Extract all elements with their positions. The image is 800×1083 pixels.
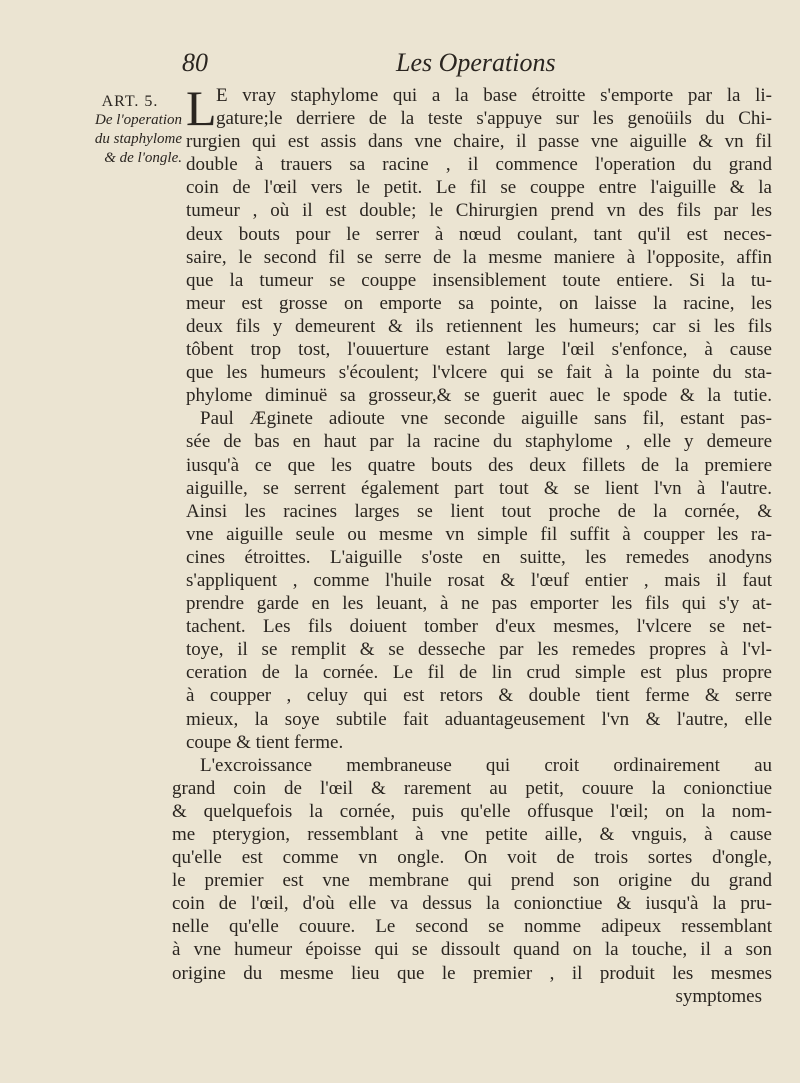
text-line: Ainsi les racines larges se lient tout proche de la cornée, &: [186, 500, 772, 522]
text-line: phylome diminuë sa grosseur,& se guerit auec le spode & la tutie.: [186, 385, 772, 407]
text-line: deux fils y demeurent & ils retiennent les humeurs; car si les fils: [186, 315, 772, 337]
text-line: meur est grosse on emporte sa pointe, on laisse la racine, les: [186, 292, 772, 314]
text-line: origine du mesme lieu que le premier , il produit les mesmes: [172, 962, 772, 984]
text-line: mieux, la soye subtile fait aduantageusement l'vn & l'autre, elle: [186, 708, 772, 730]
text-line: vne aiguille seule ou mesme vn simple fil suffit à coupper les ra-: [186, 523, 772, 545]
text-line: que la tumeur se couppe insensiblement toute entiere. Si la tu-: [186, 269, 772, 291]
body-text: [172, 80, 772, 1008]
text-line: me pterygion, ressemblant à vne petite aille, & vnguis, à cause: [172, 824, 772, 845]
text-line: E vray staphylome qui a la base étroitte s'emporte par la li-: [216, 85, 772, 106]
text-line: tachent. Les fils doiuent tomber d'eux mesmes, l'vlcere se net-: [186, 616, 772, 638]
text-line: saire, le second fil se serre de la mesme maniere à l'opposite, affin: [186, 246, 772, 268]
margin-note-line: du staphylome: [94, 131, 182, 147]
text-line: tôbent trop tost, l'ouuerture estant large l'œil s'enfonce, à cause: [186, 339, 772, 361]
margin-note-line: De l'operation: [95, 112, 182, 128]
text-line: à vne humeur époisse qui se dissoult quand on la touche, il a son: [172, 939, 772, 961]
page-number: 80: [182, 48, 208, 77]
text-line: le premier est vne membrane qui prend son origine du grand: [172, 870, 772, 892]
text-line: nelle qu'elle couure. Le second se nomme adipeux ressemblant: [172, 916, 772, 938]
text-line: L'excroissance membraneuse qui croit ordinairement au: [200, 754, 772, 776]
text-line: double à trauers sa racine , il commence l'operation du grand: [186, 154, 772, 176]
text-line: cines étroittes. L'aiguille s'oste en suitte, les remedes anodyns: [186, 546, 772, 568]
drop-cap: L: [186, 80, 217, 136]
margin-note: [58, 92, 182, 168]
text-line: grand coin de l'œil & rarement au petit, couure la conionctiue: [172, 777, 772, 799]
text-line: coupe & tient ferme.: [186, 731, 344, 753]
catchword: symptomes: [675, 985, 762, 1007]
text-line: iusqu'à ce que les quatre bouts des deux fillets de la premiere: [186, 454, 772, 476]
text-line: que les humeurs s'écoulent; l'vlcere qui se fait à la pointe du sta-: [186, 362, 772, 384]
text-line: qu'elle est comme vn ongle. On voit de trois sortes d'ongle,: [172, 847, 772, 869]
text-line: gature;le derriere de la teste s'appuye sur les genoüils du Chi-: [216, 108, 772, 130]
text-line: tumeur , où il est double; le Chirurgien prend vn des fils par les: [186, 200, 772, 222]
margin-note-line: & de l'ongle.: [104, 150, 182, 166]
text-line: s'appliquent , comme l'huile rosat & l'œuf entier , mais il faut: [186, 569, 772, 591]
text-line: ceration de la cornée. Le fil de lin crud simple est plus propre: [186, 662, 772, 684]
text-line: toye, il se remplit & se desseche par les remedes propres à l'vl-: [186, 639, 772, 661]
article-number: ART. 5.: [101, 93, 159, 110]
running-title: Les Operations: [396, 48, 556, 77]
text-line: & quelquefois la cornée, puis qu'elle offusque l'œil; on la nom-: [172, 800, 772, 822]
text-line: coin de l'œil, d'où elle va dessus la conionctiue & iusqu'à la pru-: [172, 893, 772, 915]
text-line: à coupper , celuy qui est retors & double tient ferme & serre: [186, 685, 772, 707]
text-line: rurgien qui est assis dans vne chaire, il passe vne aiguille & vn fil: [186, 131, 772, 153]
text-line: prendre garde en les leuant, à ne pas emporter les fils qui s'y at-: [186, 593, 772, 615]
text-line: coin de l'œil vers le petit. Le fil se couppe entre l'aiguille & la: [186, 177, 772, 199]
text-line: aiguille, se serrent également part tout & se lient l'vn à l'autre.: [186, 477, 772, 499]
text-line: sée de bas en haut par la racine du staphylome , elle y demeure: [186, 431, 772, 453]
text-line: Paul Æginete adioute vne seconde aiguille sans fil, estant pas-: [200, 408, 772, 430]
page-header: [182, 48, 762, 82]
text-line: deux bouts pour le serrer à nœud coulant, tant qu'il est neces-: [186, 223, 772, 245]
